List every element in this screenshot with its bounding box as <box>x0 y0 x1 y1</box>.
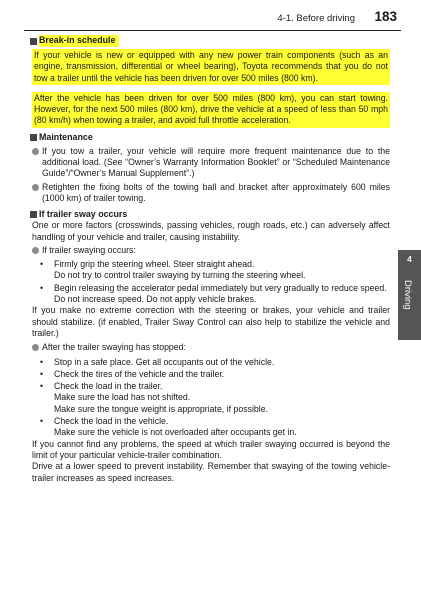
list-item: • Check the tires of the vehicle and the trailer. <box>40 368 225 379</box>
bullet-marker: • <box>40 356 44 367</box>
header-rule <box>24 30 401 31</box>
bullet-marker: • <box>40 416 44 427</box>
page-number: 183 <box>374 9 397 24</box>
list-item <box>32 342 390 353</box>
bullet-marker: • <box>40 259 44 270</box>
sway-paragraph-1: If you make no extreme correction with the steering or brakes, your vehicle and trailer should stabilize. (if enabled, Trailer Sway Control can also help to stabilize the vehicle and trailer.) <box>32 305 390 338</box>
page-content <box>32 35 390 484</box>
square-marker-icon <box>30 38 37 45</box>
sway-steps-list <box>40 259 390 305</box>
sway-paragraph-2: If you cannot find any problems, the speed at which trailer swaying occurred is beyond the limit of your particular vehicle-trailer combination. <box>32 438 390 460</box>
bullet-marker: • <box>40 368 44 379</box>
list-item: • Stop in a safe place. Get all occupants out of the vehicle. <box>40 356 275 367</box>
chapter-number: 4 <box>407 254 412 264</box>
list-item <box>32 245 390 256</box>
break-in-heading-text: Break-in schedule <box>39 35 119 46</box>
list-item: • Begin releasing the accelerator pedal immediately but very gradually to reduce speed. <box>40 282 387 293</box>
maintenance-bullet-2: Retighten the fixing bolts of the towing ball and bracket after approximately 600 miles (1000 km) of trailer towing. <box>42 181 390 203</box>
list-item: • Check the load in the vehicle. <box>40 416 169 427</box>
maintenance-heading-text: Maintenance <box>39 132 93 143</box>
bullet-dot-icon <box>32 184 39 191</box>
list-note: Make sure the tongue weight is appropriate, if possible. <box>54 403 269 414</box>
maintenance-bullet-1: If you tow a trailer, your vehicle will require more frequent maintenance due to the additional load. (See “Owner’s Warranty Information Booklet” or “Scheduled Maintenance Guide”/“Owner’s Manual Supplement”.) <box>42 145 390 179</box>
list-note: Make sure the vehicle is not overloaded after occupants get in. <box>54 427 297 438</box>
bullet-marker: • <box>40 381 44 392</box>
sway-paragraph-3: Drive at a lower speed to prevent instability. Remember that swaying of the towing vehicle-trailer increases as speed increases. <box>32 461 390 483</box>
list-item <box>32 146 390 180</box>
list-item <box>32 182 390 205</box>
square-marker-icon <box>30 211 37 218</box>
list-note: Do not try to control trailer swaying by turning the steering wheel. <box>54 270 306 281</box>
sway-bullet-2: After the trailer swaying has stopped: <box>42 342 186 353</box>
after-sway-list <box>40 357 390 439</box>
maintenance-heading <box>30 132 390 144</box>
square-marker-icon <box>30 134 37 141</box>
list-item: • Firmly grip the steering wheel. Steer straight ahead. <box>40 259 255 270</box>
sway-heading-text: If trailer sway occurs <box>39 208 128 219</box>
break-in-heading <box>30 35 390 47</box>
bullet-marker: • <box>40 282 44 293</box>
sway-intro: One or more factors (crosswinds, passing vehicles, rough roads, etc.) can adversely affect handling of your vehicle and trailer, causing instability. <box>32 220 390 242</box>
list-note: Make sure the load has not shifted. <box>54 392 191 403</box>
section-title: 4-1. Before driving <box>277 13 355 24</box>
bullet-dot-icon <box>32 344 39 351</box>
break-in-paragraph-2: After the vehicle has been driven for over 500 miles (800 km), you can start towing. However, for the next 500 miles (800 km), drive the vehicle at a speed of less than 50 mph (80 km/h) when towing a trailer, and avoid full throttle acceleration. <box>32 92 390 128</box>
break-in-paragraph-1: If your vehicle is new or equipped with any new power train components (such as an engine, transmission, differential or wheel bearing), Toyota recommends that you do not tow a trailer until the vehicle has been driven for over 500 miles (800 km). <box>32 49 390 85</box>
sway-bullet-1: If trailer swaying occurs: <box>42 244 136 255</box>
list-note: Do not increase speed. Do not apply vehicle brakes. <box>54 294 257 305</box>
list-item: • Check the load in the trailer. <box>40 381 163 392</box>
chapter-label: Driving <box>402 280 413 310</box>
bullet-dot-icon <box>32 148 39 155</box>
chapter-tab <box>398 250 421 340</box>
bullet-dot-icon <box>32 247 39 254</box>
page-header <box>0 0 421 34</box>
sway-heading <box>30 208 390 220</box>
